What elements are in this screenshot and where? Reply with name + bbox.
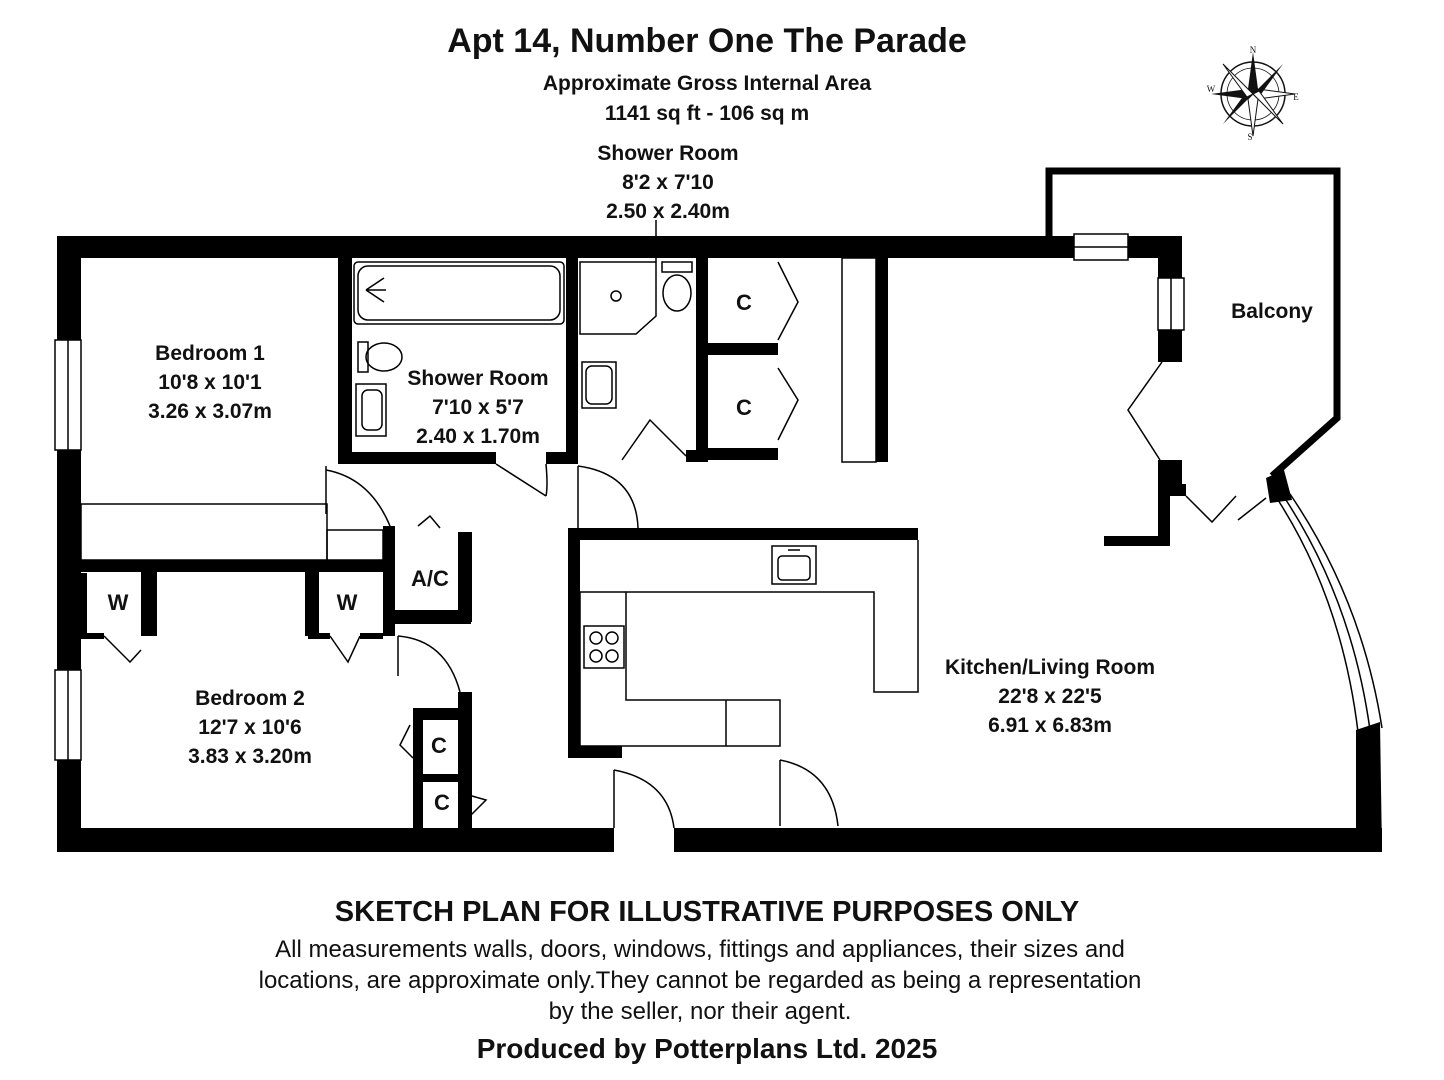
shower-room-top-imperial: 8'2 x 7'10	[622, 171, 714, 194]
storage-unit	[842, 258, 876, 462]
bath-icon	[354, 262, 564, 324]
hob-icon	[584, 626, 624, 668]
label-kitchen-living-room	[945, 656, 1155, 737]
label-shower-room-top	[597, 142, 738, 223]
compass-rose-icon	[1207, 45, 1300, 142]
shower-room-top-metric: 2.50 x 2.40m	[606, 200, 730, 223]
compass-west-label: W	[1206, 84, 1216, 94]
bedroom-1-fitted-unit	[81, 504, 327, 560]
compass-south-label: S	[1247, 132, 1253, 142]
airing-cupboard-label: A/C	[411, 566, 449, 591]
compass-east-label: E	[1293, 92, 1299, 102]
cupboard-label: C	[431, 733, 447, 758]
kitchen-sink-icon	[772, 546, 816, 584]
gross-area-label: Approximate Gross Internal Area	[542, 72, 872, 95]
doors	[104, 262, 1266, 828]
disclaimer-title: SKETCH PLAN FOR ILLUSTRATIVE PURPOSES ONLY	[334, 896, 1080, 928]
bedroom-2-metric: 3.83 x 3.20m	[188, 745, 312, 768]
bedroom-1-metric: 3.26 x 3.07m	[148, 400, 272, 423]
producer-credit: Produced by Potterplans Ltd. 2025	[476, 1033, 938, 1064]
shower-room-mid-name: Shower Room	[407, 367, 549, 390]
balcony-outline	[1049, 171, 1337, 476]
toilet-icon	[358, 342, 402, 372]
kitchen-name: Kitchen/Living Room	[945, 656, 1155, 679]
label-bedroom-1	[148, 342, 272, 423]
disclaimer-body: All measurements walls, doors, windows, fittings and appliances, their sizes and locations, are approximate only.They cannot be regarded as being a representation by the seller, nor their agent.	[258, 936, 1142, 1025]
bedroom-2-name: Bedroom 2	[195, 687, 305, 710]
toilet-icon	[662, 262, 692, 311]
shower-room-mid-metric: 2.40 x 1.70m	[416, 425, 540, 448]
cupboard-label: C	[736, 395, 752, 420]
bedroom-1-imperial: 10'8 x 10'1	[158, 371, 262, 394]
shower-tray-icon	[580, 262, 656, 334]
compass-north-label: N	[1249, 45, 1257, 55]
cupboard-label: C	[434, 790, 450, 815]
cupboard-label: C	[736, 290, 752, 315]
plan-title: Apt 14, Number One The Parade	[447, 22, 967, 60]
windows	[55, 234, 1184, 760]
bedroom-2-imperial: 12'7 x 10'6	[198, 716, 302, 739]
kitchen-metric: 6.91 x 6.83m	[988, 714, 1112, 737]
basin-icon	[356, 384, 386, 436]
basin-icon	[582, 362, 616, 408]
wardrobe-label: W	[336, 590, 358, 615]
gross-area-value: 1141 sq ft - 106 sq m	[604, 102, 810, 125]
kitchen-imperial: 22'8 x 22'5	[998, 685, 1102, 708]
shower-room-top-name: Shower Room	[597, 142, 739, 165]
label-bedroom-2	[188, 687, 312, 768]
wardrobe-label: W	[107, 590, 129, 615]
label-shower-room-mid	[407, 367, 548, 448]
kitchen-worktop	[580, 540, 918, 746]
bedroom-1-name: Bedroom 1	[155, 342, 265, 365]
shower-room-mid-imperial: 7'10 x 5'7	[432, 396, 524, 419]
balcony-name: Balcony	[1231, 300, 1313, 323]
curved-window	[1278, 494, 1382, 732]
